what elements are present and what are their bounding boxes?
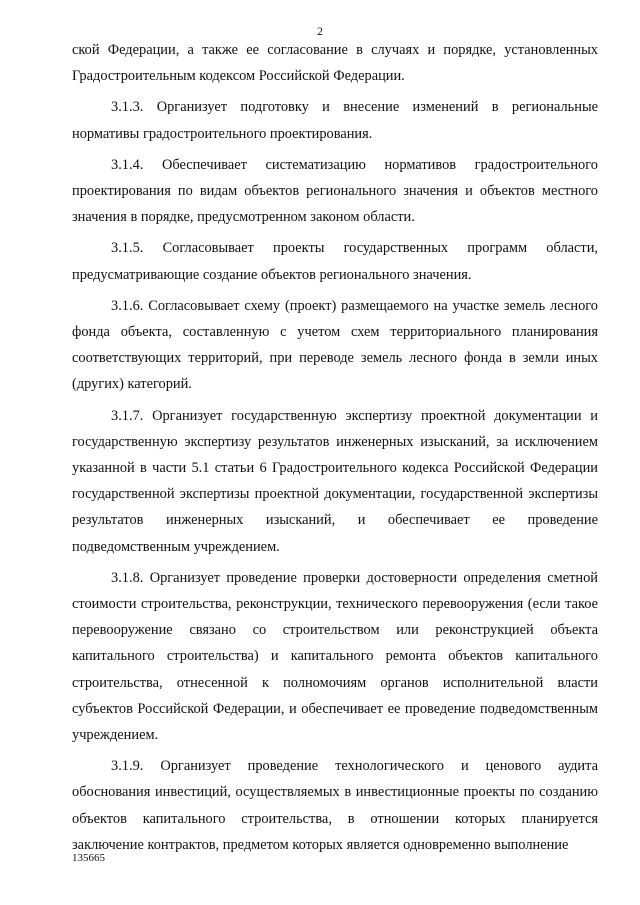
document-code: 135665 [72,852,105,864]
paragraph-3-1-5: 3.1.5. Согласовывает проекты государственных программ области, предусматривающие создание объектов регионального значения. [72,240,598,283]
page-number: 2 [317,24,323,38]
paragraph-3-1-8: 3.1.8. Организует проведение проверки достоверности определения сметной стоимости строительства, реконструкции, технического перевооружения (если такое перевооружение связано со строительством или реконструкцией объекта капитального строительства) и капитального ремонта объектов капитального строительства, отнесенной к полномочиям органов исполнительной власти субъектов Российской Федерации, и обеспечивает ее проведение подведомственным учреждением. [72,569,598,744]
document-body [72,37,598,863]
paragraph-3-1-3: 3.1.3. Организует подготовку и внесение изменений в региональные нормативы градостроительного проектирования. [72,99,598,142]
paragraph-3-1-4: 3.1.4. Обеспечивает систематизацию нормативов градостроительного проектирования по видам объектов регионального значения и объектов местного значения в порядке, предусмотренном законом области. [72,156,598,226]
paragraph-3-1-9: 3.1.9. Организует проведение технологического и ценового аудита обоснования инвестиций, осуществляемых в инвестиционные проекты по созданию объектов капитального строительства, в отношении которых планируется заключение контрактов, предметом которых является одновременно выполнение [72,758,598,853]
paragraph-continuation: ской Федерации, а также ее согласование в случаях и порядке, установленных Градостроительным кодексом Российской Федерации. [72,42,598,85]
paragraph-3-1-6: 3.1.6. Согласовывает схему (проект) размещаемого на участке земель лесного фонда объекта, составленную с учетом схем территориального планирования соответствующих территорий, при переводе земель лесного фонда в земли иных (других) категорий. [72,297,598,393]
paragraph-3-1-7: 3.1.7. Организует государственную экспертизу проектной документации и государственную экспертизу результатов инженерных изысканий, за исключением указанной в части 5.1 статьи 6 Градостроительного кодекса Российской Федерации государственной экспертизы проектной документации, государственной экспертизы результатов инженерных изысканий, и обеспечивает ее проведение подведомственным учреждением. [72,407,598,555]
